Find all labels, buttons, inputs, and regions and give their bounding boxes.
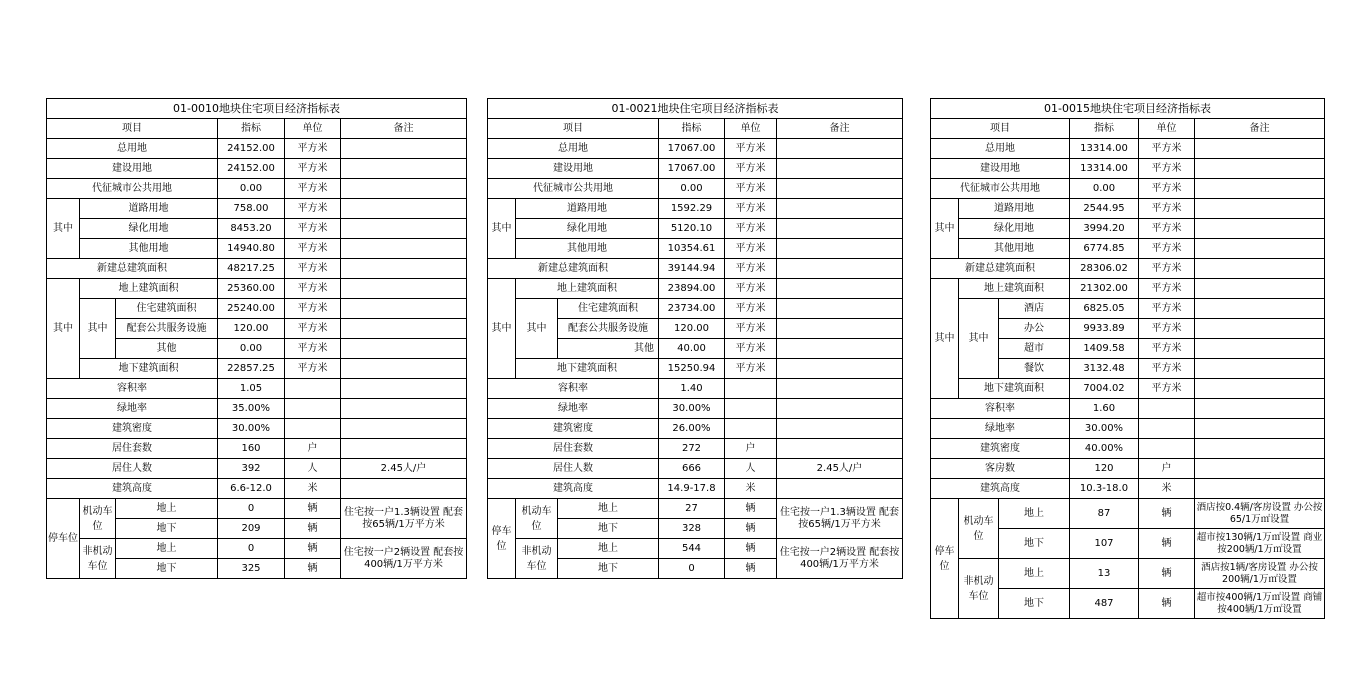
unit: 平方米 <box>725 339 777 359</box>
value-non-below: 325 <box>218 559 285 579</box>
label-below-area: 地下建筑面积 <box>959 379 1070 399</box>
table-title: 01-0021地块住宅项目经济指标表 <box>488 99 903 119</box>
value-public-facility: 120.00 <box>218 319 285 339</box>
note <box>1195 359 1325 379</box>
value-road-land: 758.00 <box>218 199 285 219</box>
unit: 平方米 <box>285 299 341 319</box>
value-above-area: 23894.00 <box>659 279 725 299</box>
unit: 户 <box>725 439 777 459</box>
label-total-land: 总用地 <box>488 139 659 159</box>
unit: 平方米 <box>1139 359 1195 379</box>
unit: 平方米 <box>725 299 777 319</box>
value-green-land: 3994.20 <box>1070 219 1139 239</box>
value-green-land: 5120.10 <box>659 219 725 239</box>
unit: 人 <box>725 459 777 479</box>
value-motor-above: 87 <box>1070 499 1139 529</box>
label-new-total-area: 新建总建筑面积 <box>47 259 218 279</box>
unit: 辆 <box>285 519 341 539</box>
label-green-rate: 绿地率 <box>47 399 218 419</box>
value-new-total-area: 28306.02 <box>1070 259 1139 279</box>
unit: 平方米 <box>285 139 341 159</box>
label-height: 建筑高度 <box>47 479 218 499</box>
table-title: 01-0010地块住宅项目经济指标表 <box>47 99 467 119</box>
header-item: 项目 <box>931 119 1070 139</box>
value-city-land: 0.00 <box>218 179 285 199</box>
note <box>777 199 903 219</box>
value-motor-below: 107 <box>1070 529 1139 559</box>
label-nonmotor: 非机动车位 <box>516 539 558 579</box>
label-people: 居住人数 <box>488 459 659 479</box>
note <box>341 299 467 319</box>
label-road-land: 道路用地 <box>959 199 1070 219</box>
note-nonmotor: 住宅按一户2辆设置 配套按400辆/1万平方米 <box>777 539 903 579</box>
label-above-area: 地上建筑面积 <box>959 279 1070 299</box>
label-ground-above: 地上 <box>558 539 659 559</box>
label-build-land: 建设用地 <box>931 159 1070 179</box>
label-road-land: 道路用地 <box>516 199 659 219</box>
label-city-land: 代征城市公共用地 <box>47 179 218 199</box>
unit: 米 <box>725 479 777 499</box>
value-motor-above: 27 <box>659 499 725 519</box>
unit: 平方米 <box>1139 259 1195 279</box>
value-build-land: 24152.00 <box>218 159 285 179</box>
label-nonmotor: 非机动车位 <box>959 559 999 619</box>
value-new-total-area: 48217.25 <box>218 259 285 279</box>
unit: 辆 <box>1139 499 1195 529</box>
label-qizhong: 其中 <box>516 299 558 359</box>
value-new-total-area: 39144.94 <box>659 259 725 279</box>
unit: 平方米 <box>1139 159 1195 179</box>
label-qizhong: 其中 <box>47 279 80 379</box>
label-nonmotor: 非机动车位 <box>80 539 116 579</box>
unit: 平方米 <box>285 359 341 379</box>
label-qizhong: 其中 <box>931 279 959 399</box>
note <box>341 439 467 459</box>
note <box>1195 379 1325 399</box>
label-green-land: 绿化用地 <box>516 219 659 239</box>
value-res-area: 23734.00 <box>659 299 725 319</box>
note <box>1195 259 1325 279</box>
unit <box>285 399 341 419</box>
value-people: 666 <box>659 459 725 479</box>
value-road-land: 1592.29 <box>659 199 725 219</box>
unit <box>725 379 777 399</box>
label-market: 超市 <box>999 339 1070 359</box>
label-parking: 停车位 <box>488 499 516 579</box>
unit: 平方米 <box>725 159 777 179</box>
unit: 米 <box>285 479 341 499</box>
note-nonmotor-above: 酒店按1辆/客房设置 办公按200辆/1万㎡设置 <box>1195 559 1325 589</box>
note <box>341 359 467 379</box>
unit: 户 <box>1139 459 1195 479</box>
label-other: 其他 <box>558 339 659 359</box>
value-build-land: 17067.00 <box>659 159 725 179</box>
econ-table-0010 <box>46 98 467 579</box>
label-height: 建筑高度 <box>931 479 1070 499</box>
label-ground-below: 地下 <box>558 559 659 579</box>
value-green-rate: 35.00% <box>218 399 285 419</box>
label-other-land: 其他用地 <box>516 239 659 259</box>
value-non-below: 0 <box>659 559 725 579</box>
label-public-facility: 配套公共服务设施 <box>116 319 218 339</box>
unit: 平方米 <box>1139 219 1195 239</box>
value-green-rate: 30.00% <box>659 399 725 419</box>
label-total-land: 总用地 <box>931 139 1070 159</box>
note <box>341 239 467 259</box>
value-build-land: 13314.00 <box>1070 159 1139 179</box>
unit <box>1139 419 1195 439</box>
header-note: 备注 <box>777 119 903 139</box>
note <box>777 159 903 179</box>
value-dining: 3132.48 <box>1070 359 1139 379</box>
unit: 平方米 <box>285 179 341 199</box>
note <box>341 379 467 399</box>
value-total-land: 13314.00 <box>1070 139 1139 159</box>
note <box>341 339 467 359</box>
label-height: 建筑高度 <box>488 479 659 499</box>
label-motor: 机动车位 <box>516 499 558 539</box>
note <box>777 439 903 459</box>
unit: 平方米 <box>1139 139 1195 159</box>
note <box>1195 199 1325 219</box>
note <box>341 479 467 499</box>
note-nonmotor: 住宅按一户2辆设置 配套按400辆/1万平方米 <box>341 539 467 579</box>
note <box>777 359 903 379</box>
label-qizhong: 其中 <box>488 279 516 379</box>
unit: 平方米 <box>725 279 777 299</box>
value-below-area: 15250.94 <box>659 359 725 379</box>
unit: 平方米 <box>1139 379 1195 399</box>
unit: 平方米 <box>285 199 341 219</box>
value-units: 272 <box>659 439 725 459</box>
note-motor-below: 超市按130辆/1万㎡设置 商业按200辆/1万㎡设置 <box>1195 529 1325 559</box>
unit: 平方米 <box>725 359 777 379</box>
unit <box>1139 439 1195 459</box>
unit: 户 <box>285 439 341 459</box>
label-green-land: 绿化用地 <box>80 219 218 239</box>
value-hotel: 6825.05 <box>1070 299 1139 319</box>
label-res-area: 住宅建筑面积 <box>116 299 218 319</box>
unit: 平方米 <box>725 199 777 219</box>
unit: 平方米 <box>285 339 341 359</box>
unit: 平方米 <box>1139 279 1195 299</box>
label-build-land: 建设用地 <box>488 159 659 179</box>
label-ground-below: 地下 <box>999 589 1070 619</box>
value-far: 1.40 <box>659 379 725 399</box>
value-below-area: 7004.02 <box>1070 379 1139 399</box>
value-market: 1409.58 <box>1070 339 1139 359</box>
label-ground-above: 地上 <box>558 499 659 519</box>
unit: 平方米 <box>285 219 341 239</box>
note <box>341 399 467 419</box>
note <box>777 419 903 439</box>
note <box>1195 299 1325 319</box>
label-public-facility: 配套公共服务设施 <box>558 319 659 339</box>
label-new-total-area: 新建总建筑面积 <box>488 259 659 279</box>
unit: 平方米 <box>725 179 777 199</box>
unit: 辆 <box>725 559 777 579</box>
econ-table-0021 <box>487 98 903 579</box>
value-far: 1.60 <box>1070 399 1139 419</box>
value-far: 1.05 <box>218 379 285 399</box>
value-city-land: 0.00 <box>659 179 725 199</box>
value-green-rate: 30.00% <box>1070 419 1139 439</box>
label-ground-below: 地下 <box>558 519 659 539</box>
label-above-area: 地上建筑面积 <box>516 279 659 299</box>
value-other: 40.00 <box>659 339 725 359</box>
unit <box>285 379 341 399</box>
label-green-rate: 绿地率 <box>488 399 659 419</box>
label-build-land: 建设用地 <box>47 159 218 179</box>
note <box>341 159 467 179</box>
value-units: 160 <box>218 439 285 459</box>
label-city-land: 代征城市公共用地 <box>931 179 1070 199</box>
note <box>1195 459 1325 479</box>
note <box>341 279 467 299</box>
note-people: 2.45人/户 <box>341 459 467 479</box>
value-people: 392 <box>218 459 285 479</box>
unit: 平方米 <box>725 319 777 339</box>
label-green-rate: 绿地率 <box>931 419 1070 439</box>
note <box>1195 139 1325 159</box>
value-height: 10.3-18.0 <box>1070 479 1139 499</box>
label-ground-above: 地上 <box>116 539 218 559</box>
label-density: 建筑密度 <box>47 419 218 439</box>
note <box>1195 319 1325 339</box>
note <box>777 239 903 259</box>
note <box>777 299 903 319</box>
label-qizhong: 其中 <box>47 199 80 259</box>
value-motor-below: 209 <box>218 519 285 539</box>
label-density: 建筑密度 <box>931 439 1070 459</box>
unit: 辆 <box>1139 589 1195 619</box>
label-ground-below: 地下 <box>116 559 218 579</box>
unit <box>1139 399 1195 419</box>
value-office: 9933.89 <box>1070 319 1139 339</box>
label-ground-above: 地上 <box>116 499 218 519</box>
label-city-land: 代征城市公共用地 <box>488 179 659 199</box>
label-other-land: 其他用地 <box>80 239 218 259</box>
value-density: 40.00% <box>1070 439 1139 459</box>
value-below-area: 22857.25 <box>218 359 285 379</box>
note <box>777 339 903 359</box>
unit: 辆 <box>285 559 341 579</box>
econ-table-0015 <box>930 98 1325 619</box>
value-green-land: 8453.20 <box>218 219 285 239</box>
label-other: 其他 <box>116 339 218 359</box>
value-height: 6.6-12.0 <box>218 479 285 499</box>
value-non-above: 544 <box>659 539 725 559</box>
label-ground-above: 地上 <box>999 499 1070 529</box>
note <box>1195 279 1325 299</box>
label-other-land: 其他用地 <box>959 239 1070 259</box>
note-motor: 住宅按一户1.3辆设置 配套按65辆/1万平方米 <box>341 499 467 539</box>
header-unit: 单位 <box>285 119 341 139</box>
unit: 平方米 <box>285 259 341 279</box>
note <box>777 279 903 299</box>
unit: 辆 <box>725 519 777 539</box>
note <box>341 319 467 339</box>
header-item: 项目 <box>488 119 659 139</box>
label-new-total-area: 新建总建筑面积 <box>931 259 1070 279</box>
note-motor: 住宅按一户1.3辆设置 配套按65辆/1万平方米 <box>777 499 903 539</box>
value-city-land: 0.00 <box>1070 179 1139 199</box>
label-qizhong: 其中 <box>488 199 516 259</box>
label-road-land: 道路用地 <box>80 199 218 219</box>
note <box>1195 479 1325 499</box>
header-unit: 单位 <box>1139 119 1195 139</box>
label-ground-above: 地上 <box>999 559 1070 589</box>
note <box>341 259 467 279</box>
value-res-area: 25240.00 <box>218 299 285 319</box>
note <box>341 139 467 159</box>
note <box>1195 219 1325 239</box>
unit: 平方米 <box>285 239 341 259</box>
label-people: 居住人数 <box>47 459 218 479</box>
label-units: 居住套数 <box>47 439 218 459</box>
value-height: 14.9-17.8 <box>659 479 725 499</box>
label-motor: 机动车位 <box>959 499 999 559</box>
value-motor-above: 0 <box>218 499 285 519</box>
label-units: 居住套数 <box>488 439 659 459</box>
note <box>1195 239 1325 259</box>
unit: 平方米 <box>1139 239 1195 259</box>
label-parking: 停车位 <box>47 499 80 579</box>
label-dining: 餐饮 <box>999 359 1070 379</box>
note <box>1195 179 1325 199</box>
note-motor-above: 酒店按0.4辆/客房设置 办公按65/1万㎡设置 <box>1195 499 1325 529</box>
unit: 辆 <box>1139 529 1195 559</box>
unit: 辆 <box>285 499 341 519</box>
label-res-area: 住宅建筑面积 <box>558 299 659 319</box>
label-ground-below: 地下 <box>116 519 218 539</box>
unit: 辆 <box>725 499 777 519</box>
label-motor: 机动车位 <box>80 499 116 539</box>
label-qizhong: 其中 <box>80 299 116 359</box>
label-office: 办公 <box>999 319 1070 339</box>
value-other-land: 10354.61 <box>659 239 725 259</box>
note <box>1195 439 1325 459</box>
note-people: 2.45人/户 <box>777 459 903 479</box>
unit <box>725 419 777 439</box>
header-index: 指标 <box>659 119 725 139</box>
note <box>1195 419 1325 439</box>
header-index: 指标 <box>218 119 285 139</box>
unit: 辆 <box>1139 559 1195 589</box>
label-far: 容积率 <box>47 379 218 399</box>
unit: 辆 <box>285 539 341 559</box>
note <box>1195 339 1325 359</box>
table-title: 01-0015地块住宅项目经济指标表 <box>931 99 1325 119</box>
value-rooms: 120 <box>1070 459 1139 479</box>
unit: 平方米 <box>1139 319 1195 339</box>
value-road-land: 2544.95 <box>1070 199 1139 219</box>
unit <box>285 419 341 439</box>
header-unit: 单位 <box>725 119 777 139</box>
header-note: 备注 <box>341 119 467 139</box>
unit: 平方米 <box>285 279 341 299</box>
unit: 平方米 <box>1139 199 1195 219</box>
note <box>777 479 903 499</box>
label-green-land: 绿化用地 <box>959 219 1070 239</box>
unit: 米 <box>1139 479 1195 499</box>
unit: 平方米 <box>725 259 777 279</box>
label-qizhong: 其中 <box>959 299 999 379</box>
unit: 平方米 <box>1139 179 1195 199</box>
note <box>341 419 467 439</box>
unit: 平方米 <box>285 319 341 339</box>
value-non-above: 0 <box>218 539 285 559</box>
unit: 平方米 <box>725 239 777 259</box>
value-above-area: 25360.00 <box>218 279 285 299</box>
label-below-area: 地下建筑面积 <box>80 359 218 379</box>
value-non-below: 487 <box>1070 589 1139 619</box>
value-other: 0.00 <box>218 339 285 359</box>
note <box>341 179 467 199</box>
unit: 平方米 <box>725 219 777 239</box>
unit: 平方米 <box>725 139 777 159</box>
label-hotel: 酒店 <box>999 299 1070 319</box>
value-density: 26.00% <box>659 419 725 439</box>
label-ground-below: 地下 <box>999 529 1070 559</box>
unit: 平方米 <box>285 159 341 179</box>
value-total-land: 17067.00 <box>659 139 725 159</box>
value-motor-below: 328 <box>659 519 725 539</box>
header-index: 指标 <box>1070 119 1139 139</box>
value-other-land: 6774.85 <box>1070 239 1139 259</box>
note <box>1195 399 1325 419</box>
header-note: 备注 <box>1195 119 1325 139</box>
note <box>341 219 467 239</box>
label-density: 建筑密度 <box>488 419 659 439</box>
note <box>777 139 903 159</box>
unit <box>725 399 777 419</box>
label-far: 容积率 <box>488 379 659 399</box>
note <box>777 379 903 399</box>
label-total-land: 总用地 <box>47 139 218 159</box>
label-qizhong: 其中 <box>931 199 959 259</box>
value-density: 30.00% <box>218 419 285 439</box>
value-public-facility: 120.00 <box>659 319 725 339</box>
note <box>341 199 467 219</box>
label-below-area: 地下建筑面积 <box>516 359 659 379</box>
note <box>777 219 903 239</box>
note-nonmotor-below: 超市按400辆/1万㎡设置 商铺按400辆/1万㎡设置 <box>1195 589 1325 619</box>
unit: 平方米 <box>1139 339 1195 359</box>
note <box>777 319 903 339</box>
value-above-area: 21302.00 <box>1070 279 1139 299</box>
unit: 平方米 <box>1139 299 1195 319</box>
unit: 人 <box>285 459 341 479</box>
unit: 辆 <box>725 539 777 559</box>
value-total-land: 24152.00 <box>218 139 285 159</box>
value-other-land: 14940.80 <box>218 239 285 259</box>
label-far: 容积率 <box>931 399 1070 419</box>
label-rooms: 客房数 <box>931 459 1070 479</box>
label-above-area: 地上建筑面积 <box>80 279 218 299</box>
note <box>777 179 903 199</box>
header-item: 项目 <box>47 119 218 139</box>
note <box>1195 159 1325 179</box>
label-parking: 停车位 <box>931 499 959 619</box>
note <box>777 259 903 279</box>
value-non-above: 13 <box>1070 559 1139 589</box>
note <box>777 399 903 419</box>
